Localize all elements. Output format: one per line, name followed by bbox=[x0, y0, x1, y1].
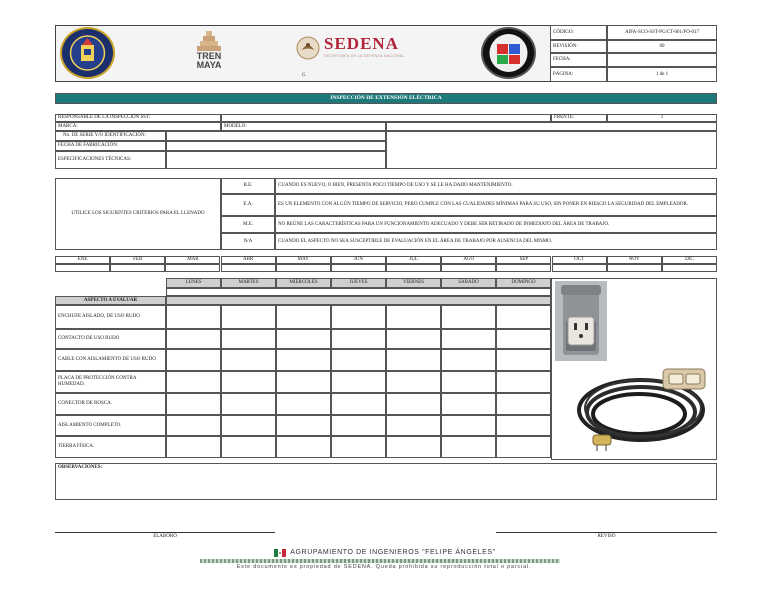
aspect-day-cell[interactable] bbox=[331, 393, 386, 415]
aspect-label: CABLE CON AISLAMIENTO DE USO RUDO bbox=[55, 349, 166, 371]
day-header: SÁBADO bbox=[441, 278, 496, 288]
aspect-day-cell[interactable] bbox=[496, 305, 551, 329]
month-header: SEP bbox=[496, 256, 551, 264]
criteria-code: E.A. bbox=[221, 194, 275, 216]
month-header: MAY bbox=[276, 256, 331, 264]
aspect-label: TIERRA FÍSICA. bbox=[55, 436, 166, 458]
month-header: NOV bbox=[607, 256, 662, 264]
aspect-day-cell[interactable] bbox=[331, 371, 386, 393]
month-header: DIC bbox=[662, 256, 717, 264]
criteria-code: M.E. bbox=[221, 216, 275, 233]
aspect-day-cell[interactable] bbox=[166, 329, 221, 349]
aspect-day-cell[interactable] bbox=[331, 329, 386, 349]
day-header: MARTES bbox=[221, 278, 276, 288]
military-emblem-icon bbox=[60, 27, 115, 79]
day-header: MIÉRCOLES bbox=[276, 278, 331, 288]
aspect-header: ASPECTO A EVALUAR bbox=[55, 296, 166, 305]
outlet-image bbox=[555, 281, 607, 361]
criteria-instruction: UTILICE LOS SIGUIENTES CRITERIOS PARA EL LLENADO bbox=[55, 178, 221, 250]
mexican-eagle-icon bbox=[296, 36, 320, 60]
aspect-day-cell[interactable] bbox=[166, 393, 221, 415]
frente-label: FRENTE: bbox=[551, 114, 607, 122]
meta-value-revision: 00 bbox=[607, 40, 717, 53]
day-header: DOMINGO bbox=[496, 278, 551, 288]
small-mark: G bbox=[302, 73, 306, 78]
aspect-day-cell[interactable] bbox=[496, 349, 551, 371]
aspect-day-cell[interactable] bbox=[221, 371, 276, 393]
aspect-label: ENCHUFE AISLADO, DE USO RUDO bbox=[55, 305, 166, 329]
month-cell[interactable] bbox=[441, 264, 496, 272]
maya-text: MAYA bbox=[196, 60, 222, 70]
elaboro-label: ELABORÓ bbox=[153, 534, 177, 539]
aspect-day-cell[interactable] bbox=[276, 371, 331, 393]
aspect-label: CONTACTO DE USO RUDO bbox=[55, 329, 166, 349]
meta-value-codigo: AIFA-SCO-SST-PG/CT-001/FO-017 bbox=[607, 25, 717, 40]
month-cell[interactable] bbox=[331, 264, 386, 272]
month-header: ENE bbox=[55, 256, 110, 264]
month-header: FEB bbox=[110, 256, 165, 264]
aspect-day-cell[interactable] bbox=[276, 349, 331, 371]
reviso-label: REVISÓ bbox=[597, 534, 616, 539]
aspect-day-cell[interactable] bbox=[386, 371, 441, 393]
month-header: JUN bbox=[331, 256, 386, 264]
aspect-day-cell[interactable] bbox=[221, 393, 276, 415]
aspect-day-cell[interactable] bbox=[496, 329, 551, 349]
aspect-day-cell[interactable] bbox=[166, 371, 221, 393]
aspect-label: CONECTOR DE ROSCA. bbox=[55, 393, 166, 415]
aspect-day-cell[interactable] bbox=[496, 415, 551, 436]
aspect-day-cell[interactable] bbox=[386, 415, 441, 436]
marca-label: MARCA: bbox=[55, 122, 221, 131]
month-cell[interactable] bbox=[552, 264, 607, 272]
tren-maya-logo bbox=[186, 28, 232, 80]
meta-label-codigo: CÓDIGO: bbox=[550, 25, 607, 40]
aspect-day-cell[interactable] bbox=[441, 393, 496, 415]
aspect-day-cell[interactable] bbox=[221, 349, 276, 371]
sedena-title: SEDENA bbox=[324, 34, 399, 53]
month-header: JUL bbox=[386, 256, 441, 264]
modelo-label: MODELO: bbox=[221, 122, 386, 131]
footer-notice: Este documento es propiedad de SEDENA. Queda prohibida su reproducción total o parcial. bbox=[236, 564, 532, 570]
sedena-subtitle: SECRETARÍA DE LA DEFENSA NACIONAL bbox=[324, 54, 405, 58]
aspect-day-cell[interactable] bbox=[386, 349, 441, 371]
observaciones-box[interactable] bbox=[55, 463, 717, 500]
reviso-signature-line[interactable] bbox=[496, 532, 717, 533]
aspect-day-cell[interactable] bbox=[276, 393, 331, 415]
month-cell[interactable] bbox=[221, 264, 276, 272]
criteria-text: CUANDO EL ASPECTO NO SEA SUSCEPTIBLE DE EVALUACIÓN EN EL ÁREA DE TRABAJO POR AUSENCIA DEL MISMO. bbox=[275, 233, 717, 250]
fecha-fabricacion-label: FECHA DE FABRICACIÓN: bbox=[55, 141, 166, 151]
month-cell[interactable] bbox=[496, 264, 551, 272]
elaboro-signature-line[interactable] bbox=[55, 532, 275, 533]
aspect-day-cell[interactable] bbox=[166, 305, 221, 329]
responsable-label: RESPONSABLE DE LA INSPECCIÓN SST: bbox=[55, 114, 221, 122]
meta-value-pagina: 1 de 1 bbox=[607, 67, 717, 82]
aspect-label: PLACA DE PROTECCIÓN CONTRA HUMEDAD. bbox=[55, 371, 166, 393]
grid-spacer-row bbox=[166, 288, 551, 296]
aspect-day-cell[interactable] bbox=[386, 436, 441, 458]
form-title: INSPECCIÓN DE EXTENSIÓN ELÉCTRICA bbox=[55, 93, 717, 104]
day-header: JUEVES bbox=[331, 278, 386, 288]
aspect-day-cell[interactable] bbox=[221, 305, 276, 329]
month-header: ABR bbox=[221, 256, 276, 264]
aspect-day-cell[interactable] bbox=[496, 436, 551, 458]
aspect-day-cell[interactable] bbox=[221, 329, 276, 349]
aspect-day-cell[interactable] bbox=[166, 349, 221, 371]
meta-label-fecha: FECHA: bbox=[550, 53, 607, 67]
criteria-text: ES UN ELEMENTO CON ALGÚN TIEMPO DE SERVICIO, PERO CUMPLE CON LAS CUALIDADES MÍNIMAS PARA SU USO, SIN PONER EN RIESGO LA SEGURIDAD DEL EMPLEADOR. bbox=[275, 194, 717, 216]
aspect-day-cell[interactable] bbox=[221, 436, 276, 458]
tren-maya-pyramid-icon bbox=[195, 28, 223, 52]
month-header: AGO bbox=[441, 256, 496, 264]
serie-field[interactable] bbox=[166, 131, 386, 141]
criteria-code: N/A bbox=[221, 233, 275, 250]
observaciones-label: OBSERVACIONES: bbox=[58, 465, 103, 470]
aspect-day-cell[interactable] bbox=[276, 436, 331, 458]
aspect-day-cell[interactable] bbox=[166, 415, 221, 436]
day-header: VIERNES bbox=[386, 278, 441, 288]
aspect-day-cell[interactable] bbox=[441, 371, 496, 393]
especificaciones-field[interactable] bbox=[166, 151, 386, 169]
aspect-day-cell[interactable] bbox=[441, 349, 496, 371]
aspect-day-cell[interactable] bbox=[386, 393, 441, 415]
aspect-day-cell[interactable] bbox=[221, 415, 276, 436]
criteria-code: B.E. bbox=[221, 178, 275, 194]
aspect-header-band bbox=[166, 296, 551, 305]
mexico-flag-icon bbox=[274, 549, 286, 557]
criteria-text: CUANDO ES NUEVO, O BIEN, PRESENTA POCO TIEMPO DE USO Y SE LE HA DADO MANTENIMIENTO. bbox=[275, 178, 717, 194]
month-cell[interactable] bbox=[662, 264, 717, 272]
aspect-day-cell[interactable] bbox=[496, 393, 551, 415]
month-header: OCT bbox=[552, 256, 607, 264]
aspect-day-cell[interactable] bbox=[166, 436, 221, 458]
month-cell[interactable] bbox=[607, 264, 662, 272]
meta-label-pagina: PÁGINA: bbox=[550, 67, 607, 82]
footer-org bbox=[250, 548, 520, 557]
engineers-emblem-icon bbox=[481, 27, 536, 79]
day-header: LUNES bbox=[166, 278, 221, 288]
aspect-day-cell[interactable] bbox=[331, 349, 386, 371]
grid-corner bbox=[55, 278, 166, 288]
footer-pattern bbox=[200, 559, 560, 563]
aspect-day-cell[interactable] bbox=[441, 436, 496, 458]
frente-value[interactable]: 1 bbox=[607, 114, 717, 122]
aspect-day-cell[interactable] bbox=[276, 415, 331, 436]
month-cell[interactable] bbox=[165, 264, 220, 272]
sedena-logo bbox=[296, 34, 426, 64]
extension-cord-image bbox=[573, 365, 713, 455]
aspect-label: AISLAMIENTO COMPLETO. bbox=[55, 415, 166, 436]
responsable-field[interactable] bbox=[221, 114, 551, 122]
aspect-day-cell[interactable] bbox=[276, 329, 331, 349]
month-cell[interactable] bbox=[386, 264, 441, 272]
month-cell[interactable] bbox=[110, 264, 165, 272]
aspect-day-cell[interactable] bbox=[331, 436, 386, 458]
modelo-field[interactable] bbox=[386, 122, 717, 131]
aspect-day-cell[interactable] bbox=[276, 305, 331, 329]
aspect-day-cell[interactable] bbox=[331, 415, 386, 436]
month-cell[interactable] bbox=[276, 264, 331, 272]
aspect-day-cell[interactable] bbox=[441, 329, 496, 349]
month-header: MAR bbox=[165, 256, 220, 264]
aspect-day-cell[interactable] bbox=[496, 371, 551, 393]
meta-label-revision: REVISIÓN: bbox=[550, 40, 607, 53]
fecha-fabricacion-field[interactable] bbox=[166, 141, 386, 151]
footer-org-text: AGRUPAMIENTO DE INGENIEROS "FELIPE ÁNGELES" bbox=[290, 549, 496, 556]
especificaciones-label: ESPECIFICACIONES TÉCNICAS: bbox=[55, 151, 166, 169]
meta-value-fecha bbox=[607, 53, 717, 67]
aspect-day-cell[interactable] bbox=[331, 305, 386, 329]
info-right-blank bbox=[386, 131, 717, 169]
aspect-day-cell[interactable] bbox=[441, 415, 496, 436]
month-cell[interactable] bbox=[55, 264, 110, 272]
aspect-day-cell[interactable] bbox=[386, 329, 441, 349]
aspect-day-cell[interactable] bbox=[441, 305, 496, 329]
serie-label: No. DE SERIE Y/O IDENTIFICACIÓN: bbox=[55, 131, 166, 141]
criteria-text: NO REÚNE LAS CARACTERÍSTICAS PARA UN FUNCIONAMIENTO ADECUADO Y DEBE SER RETIRADO DE INMEDIATO DEL ÁREA DE TRABAJO. bbox=[275, 216, 717, 233]
tren-text: TREN bbox=[196, 51, 222, 61]
aspect-day-cell[interactable] bbox=[386, 305, 441, 329]
